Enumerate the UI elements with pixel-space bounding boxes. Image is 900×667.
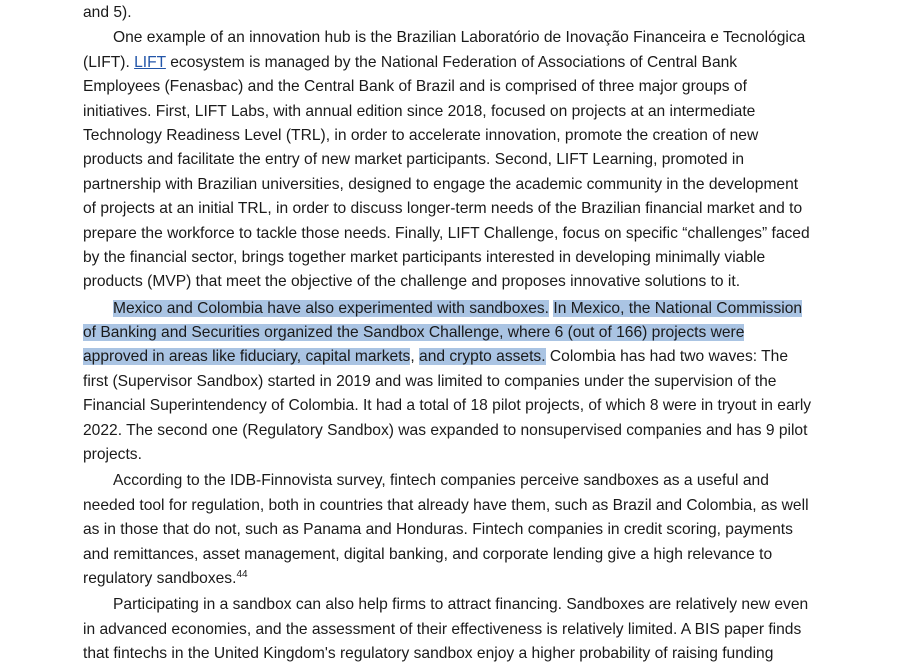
text-line: [83, 321, 853, 345]
paragraph-mexico-colombia: [83, 297, 853, 468]
highlighted-text[interactable]: In Mexico, the National Commission: [553, 299, 803, 317]
text-line: [83, 51, 853, 75]
text-line: by the financial sector, brings together market participants interested in developing minimally viable: [83, 248, 766, 266]
text-line: 2022. The second one (Regulatory Sandbox) was expanded to nonsupervised companies and has 9 pilot: [83, 421, 808, 439]
text-line: projects.: [83, 446, 142, 464]
text-line: products (MVP) that meet the objective of the challenge and proposes innovative solutions to it.: [83, 273, 741, 291]
text-line: Employees (Fenasbac) and the Central Bank of Brazil and is comprised of three major groups of: [83, 78, 747, 96]
text-fragment: ecosystem is managed by the National Federation of Associations of Central Bank: [165, 53, 738, 71]
lift-link[interactable]: LIFT: [134, 53, 166, 71]
text-line: [83, 345, 853, 369]
text-line: partnership with Brazilian universities, designed to engage the academic community in the development: [83, 175, 799, 193]
paragraph-lift: [83, 26, 853, 294]
paragraph-continuation: [83, 1, 853, 25]
text-line: and 5).: [83, 4, 132, 21]
text-line: Financial Superintendency of Colombia. It had a total of 18 pilot projects, of which 8 were in tryout in early: [83, 397, 812, 415]
text-line: in advanced economies, and the assessment of their effectiveness is relatively limited. A BIS paper finds: [83, 620, 802, 638]
text-line: that fintechs in the United Kingdom's regulatory sandbox enjoy a higher probability of raising funding: [83, 645, 774, 663]
highlighted-text[interactable]: approved in areas like fiduciary, capital markets: [83, 348, 411, 366]
text-line: products and facilitate the entry of new market participants. Second, LIFT Learning, promoted in: [83, 151, 745, 169]
paragraph-idb-survey: [83, 469, 853, 591]
highlighted-text[interactable]: of Banking and Securities organized the Sandbox Challenge, where 6 (out of 166) projects were: [83, 324, 745, 342]
text-fragment: ,: [410, 348, 420, 366]
text-line: [83, 297, 853, 321]
highlighted-text[interactable]: Mexico and Colombia have also experimented with sandboxes.: [113, 299, 550, 317]
text-line: According to the IDB-Finnovista survey, fintech companies perceive sandboxes as a useful and: [113, 472, 769, 490]
text-fragment: (LIFT).: [83, 53, 135, 71]
paragraph-financing: [83, 593, 853, 666]
footnote-ref[interactable]: 44: [236, 568, 248, 580]
text-fragment: Colombia has had two waves: The: [545, 348, 788, 366]
text-line: Participating in a sandbox can also help firms to attract financing. Sandboxes are relatively new even: [113, 596, 809, 614]
text-line: initiatives. First, LIFT Labs, with annual edition since 2018, focused on projects at an intermediate: [83, 102, 756, 120]
text-fragment: regulatory sandboxes.: [83, 569, 237, 587]
document-page: [83, 0, 853, 667]
text-line: as in those that do not, such as Panama and Honduras. Fintech companies in credit scoring, payments: [83, 521, 793, 539]
text-line: and remittances, asset management, digital banking, and corporate lending give a high relevance to: [83, 545, 773, 563]
text-line: first (Supervisor Sandbox) started in 2019 and was limited to companies under the supervision of the: [83, 372, 777, 390]
text-line: prepare the workforce to tackle those needs. Finally, LIFT Challenge, focus on specific “challenges” faced: [83, 224, 810, 242]
text-line: of projects at an initial TRL, in order to discuss longer-term needs of the Brazilian financial market and to: [83, 200, 803, 218]
highlighted-text[interactable]: and crypto assets.: [419, 348, 546, 366]
text-line: [83, 567, 853, 591]
text-line: One example of an innovation hub is the Brazilian Laboratório de Inovação Financeira e Tecnológica: [113, 29, 806, 47]
text-line: Technology Readiness Level (TRL), in order to accelerate innovation, promote the creation of new: [83, 126, 759, 144]
text-line: needed tool for regulation, both in countries that already have them, such as Brazil and Colombia, as well: [83, 496, 809, 514]
